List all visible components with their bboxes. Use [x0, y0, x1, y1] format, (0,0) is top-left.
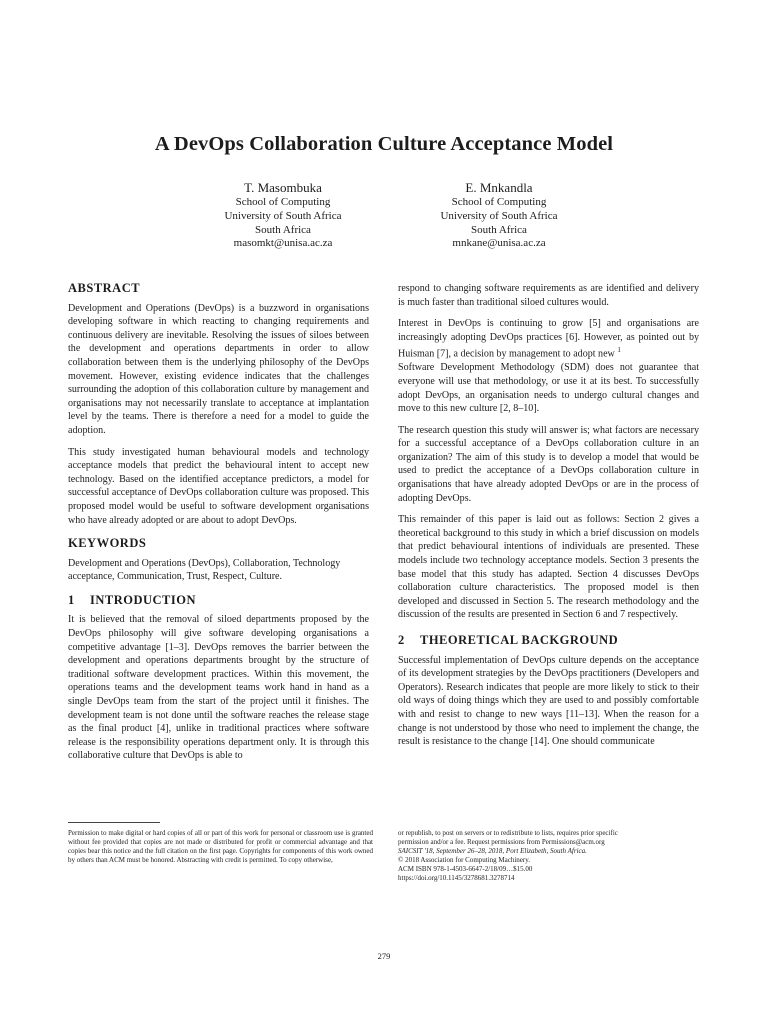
abstract-paragraph-2: This study investigated human behavioural models and technology acceptance models that predict the behavioural intent to accept new technology. Based on the identified acceptance predictors, a model for successful acceptance of DevOps collaboration culture was proposed. This proposed model would be useful to software development organisations who have already adopted or are about to adopt DevOps.: [68, 446, 369, 526]
section-title: THEORETICAL BACKGROUND: [420, 633, 619, 647]
author-country: South Africa: [471, 223, 527, 236]
author-university: University of South Africa: [440, 209, 558, 222]
section-2-heading: [398, 634, 699, 648]
permission-footnote: Permission to make digital or hard copies of all or part of this work for personal or classroom use is granted without fee provided that copies are not made or distributed for profit or commercial advantage and that copies bear this notice and the full citation on the first page. Copyrights for components of this work owned by others than ACM must be honored. Abstracting with credit is permitted. To copy otherwise,: [68, 829, 373, 865]
abstract-heading: ABSTRACT: [68, 281, 141, 295]
keywords-text: Development and Operations (DevOps), Collaboration, Technology acceptance, Communication, Trust, Respect, Culture.: [68, 557, 341, 583]
footnote-divider: [68, 822, 160, 823]
author-block-1: [173, 180, 393, 251]
section-1-heading: [68, 594, 369, 608]
author-name: E. Mnkandla: [465, 180, 533, 195]
intro-paragraph-5: This remainder of this paper is laid out as follows: Section 2 gives a theoretical background to this study in which a brief discussion on models that predict behavioural intentions of individuals are presented. These models include two technology acceptance models. Section 3 presents the base model that this study has adapted. Section 4 discusses DevOps collaboration culture characteristics. The proposed model is then developed and discussed in Section 5. The research methodology and the discussion of the results are presented in Section 6 and 7 respectively.: [398, 514, 699, 621]
conference-info: SAICSIT '18, September 26–28, 2018, Port Elizabeth, South Africa.: [398, 847, 587, 856]
author-name: T. Masombuka: [244, 180, 322, 195]
footnote-marker: 1: [617, 346, 621, 355]
author-university: University of South Africa: [224, 209, 342, 222]
footnote-line: permission and/or a fee. Request permissions from Permissions@acm.org: [398, 838, 605, 847]
intro-paragraph-2: [398, 317, 699, 361]
author-department: School of Computing: [451, 196, 547, 208]
author-block-2: [389, 180, 609, 251]
isbn-line: ACM ISBN 978-1-4503-6647-2/18/09…$15.00: [398, 865, 533, 874]
intro-paragraph-2-text: Interest in DevOps is continuing to grow [5] and organisations are increasingly adopting DevOps practices [6]. However, as pointed out by Huisman [7], a decision by management to adopt new: [398, 318, 699, 360]
abstract-paragraph-1: Development and Operations (DevOps) is a buzzword in organisations developing software in which reacting to changing requirements and continuous delivery are inevitable. Resolving the issues of siloes between the development and operations departments in order to allow collaboration between them is the underlying philosophy of the DevOps movement. However, existing evidence indicates that the challenges surrounding the adoption of this collaboration culture by management and organisations may not necessarily translate to acceptance at implantation level by the teams. There is therefore a need for a model to guide the adoption.: [68, 302, 369, 436]
author-country: South Africa: [255, 223, 311, 236]
keywords-heading: KEYWORDS: [68, 536, 147, 551]
author-email: masomkt@unisa.ac.za: [233, 237, 333, 250]
intro-paragraph-1-continued: respond to changing software requirements as are identified and delivery is much faster than traditional siloed cultures would.: [398, 283, 699, 308]
author-email: mnkane@unisa.ac.za: [452, 237, 546, 250]
copyright-line: © 2018 Association for Computing Machinery.: [398, 856, 531, 865]
page-number: 279: [377, 951, 391, 961]
intro-paragraph-4: The research question this study will answer is; what factors are necessary for a successful acceptance of a DevOps collaboration culture in an organization? The aim of this study is to develop a model that would be used to predict the acceptance of a DevOps collaboration culture in organisations that have already adopted DevOps or are in the process of adopting DevOps.: [398, 424, 699, 504]
publication-footnote: [398, 829, 703, 884]
left-column: [68, 282, 369, 771]
doi-link[interactable]: https://doi.org/10.1145/3278681.3278714: [398, 874, 515, 883]
section-number: 1: [68, 592, 75, 607]
section-number: 2: [398, 633, 405, 647]
intro-paragraph-1: It is believed that the removal of siloed departments proposed by the DevOps philosophy will give software developing organisations a competitive advantage [1–3]. DevOps removes the barrier between the development and operations departments brought by the structure of traditional software development practices. Within this movement, the operations teams and the development teams work hand in hand as a single DevOps team from the start of the project until it finishes. The development team is not done until the software reaches the release stage as the final product [4], unlike in traditional practices where software release is the responsibility operations department only. It is through this collaborative culture that DevOps is able to: [68, 614, 369, 762]
theory-paragraph-1: Successful implementation of DevOps culture depends on the acceptance of its development strategies by the DevOps practitioners (Developers and Operators). Research indicates that people are more likely to stick to their old ways of doing things which they are used to and possibly comfortable with and resist to change to new ways [11–13]. When the reason for a change is not understood by those who need to implement the change, the result is resistance to the change [14]. One should communicate: [398, 654, 699, 748]
footnote-line: or republish, to post on servers or to redistribute to lists, requires prior specific: [398, 829, 618, 837]
intro-paragraph-3: Software Development Methodology (SDM) does not guarantee that everyone will use that methodology, or use it at its best. To successfully adopt DevOps, an organisation needs to undergo cultural changes and move to this new culture [2, 8–10].: [398, 362, 699, 415]
right-column: [398, 282, 699, 757]
author-department: School of Computing: [235, 196, 331, 208]
section-title: INTRODUCTION: [90, 592, 197, 607]
paper-title: A DevOps Collaboration Culture Acceptance Model: [154, 133, 614, 155]
